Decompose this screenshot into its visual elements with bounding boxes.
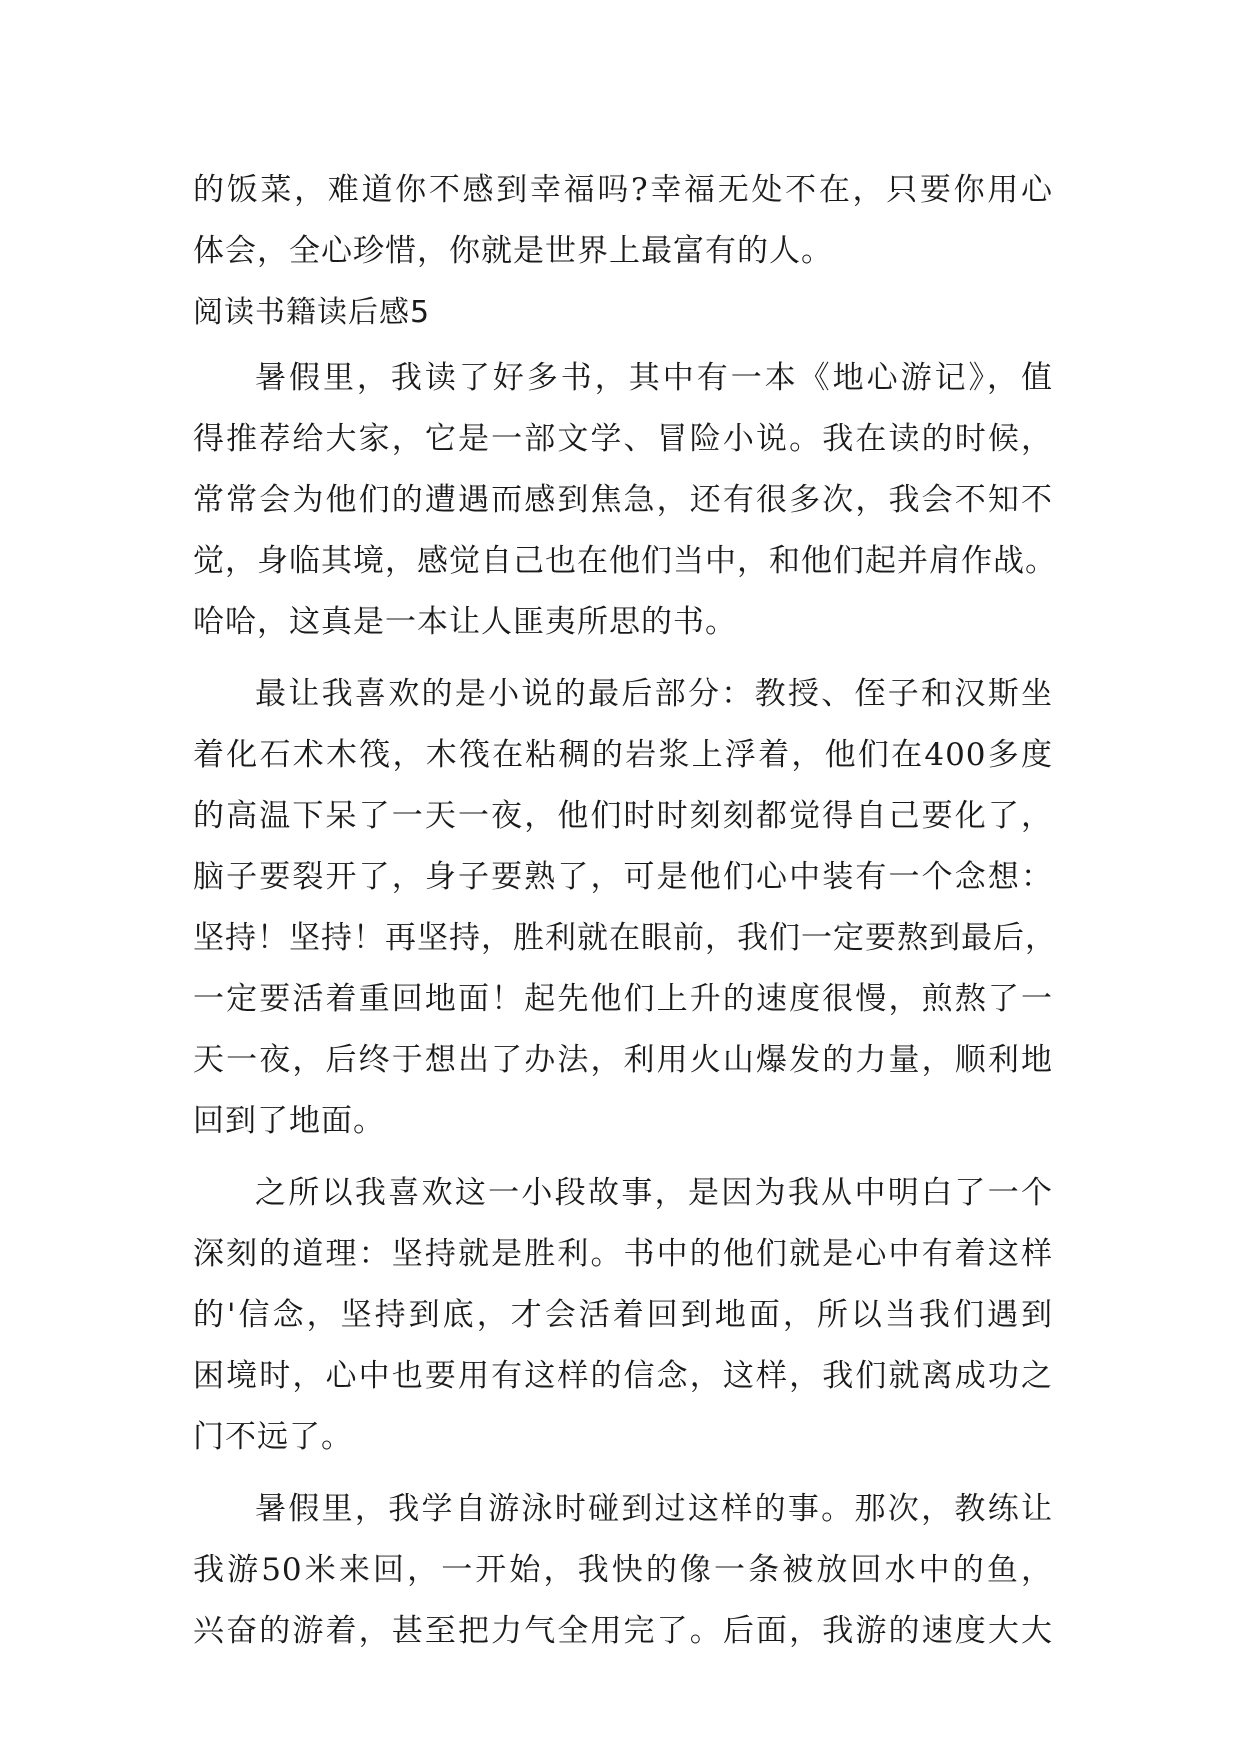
document-page bbox=[193, 160, 1057, 1662]
text-line: 得推荐给大家，它是一部文学、冒险小说。我在读的时候， bbox=[193, 421, 1053, 457]
section-title: 阅读书籍读后感5 bbox=[193, 295, 431, 330]
text-line: 暑假里，我学自游泳时碰到过这样的事。那次，教练让 bbox=[255, 1491, 1053, 1527]
text-line: 回到了地面。 bbox=[193, 1103, 385, 1139]
text-line: 脑子要裂开了，身子要熟了，可是他们心中装有一个念想： bbox=[193, 859, 1053, 895]
text-line: 的高温下呆了一天一夜，他们时时刻刻都觉得自己要化了， bbox=[193, 798, 1053, 834]
paragraph-1 bbox=[193, 348, 1057, 653]
text-line: 天一夜，后终于想出了办法，利用火山爆发的力量，顺利地 bbox=[193, 1042, 1053, 1078]
paragraph-2 bbox=[193, 664, 1057, 1152]
fragment-paragraph bbox=[193, 160, 1053, 282]
text-line: 一定要活着重回地面！起先他们上升的速度很慢，煎熬了一 bbox=[193, 981, 1053, 1017]
text-line: 之所以我喜欢这一小段故事，是因为我从中明白了一个 bbox=[255, 1175, 1053, 1211]
text-line: 常常会为他们的遭遇而感到焦急，还有很多次，我会不知不 bbox=[193, 482, 1053, 518]
text-line: 深刻的道理：坚持就是胜利。书中的他们就是心中有着这样 bbox=[193, 1236, 1053, 1272]
text-line: 兴奋的游着，甚至把力气全用完了。后面，我游的速度大大 bbox=[193, 1613, 1053, 1649]
text-line: 的'信念，坚持到底，才会活着回到地面，所以当我们遇到 bbox=[193, 1297, 1053, 1333]
text-line: 门不远了。 bbox=[193, 1419, 353, 1455]
paragraph-3 bbox=[193, 1163, 1053, 1468]
paragraph-4 bbox=[193, 1479, 1053, 1662]
text-line: 困境时，心中也要用有这样的信念，这样，我们就离成功之 bbox=[193, 1358, 1053, 1394]
text-line: 体会，全心珍惜，你就是世界上最富有的人。 bbox=[193, 233, 833, 269]
text-line: 我游50米来回，一开始，我快的像一条被放回水中的鱼， bbox=[193, 1552, 1053, 1588]
text-line: 的饭菜，难道你不感到幸福吗?幸福无处不在，只要你用心 bbox=[193, 172, 1053, 208]
text-line: 着化石术木筏，木筏在粘稠的岩浆上浮着，他们在400多度 bbox=[193, 737, 1053, 773]
text-line: 最让我喜欢的是小说的最后部分：教授、侄子和汉斯坐 bbox=[255, 676, 1053, 712]
text-line: 坚持！坚持！再坚持，胜利就在眼前，我们一定要熬到最后， bbox=[193, 920, 1057, 956]
text-line: 觉，身临其境，感觉自己也在他们当中，和他们起并肩作战。 bbox=[193, 543, 1057, 579]
text-line: 暑假里，我读了好多书，其中有一本《地心游记》，值 bbox=[255, 360, 1053, 396]
text-line: 哈哈，这真是一本让人匪夷所思的书。 bbox=[193, 604, 737, 640]
